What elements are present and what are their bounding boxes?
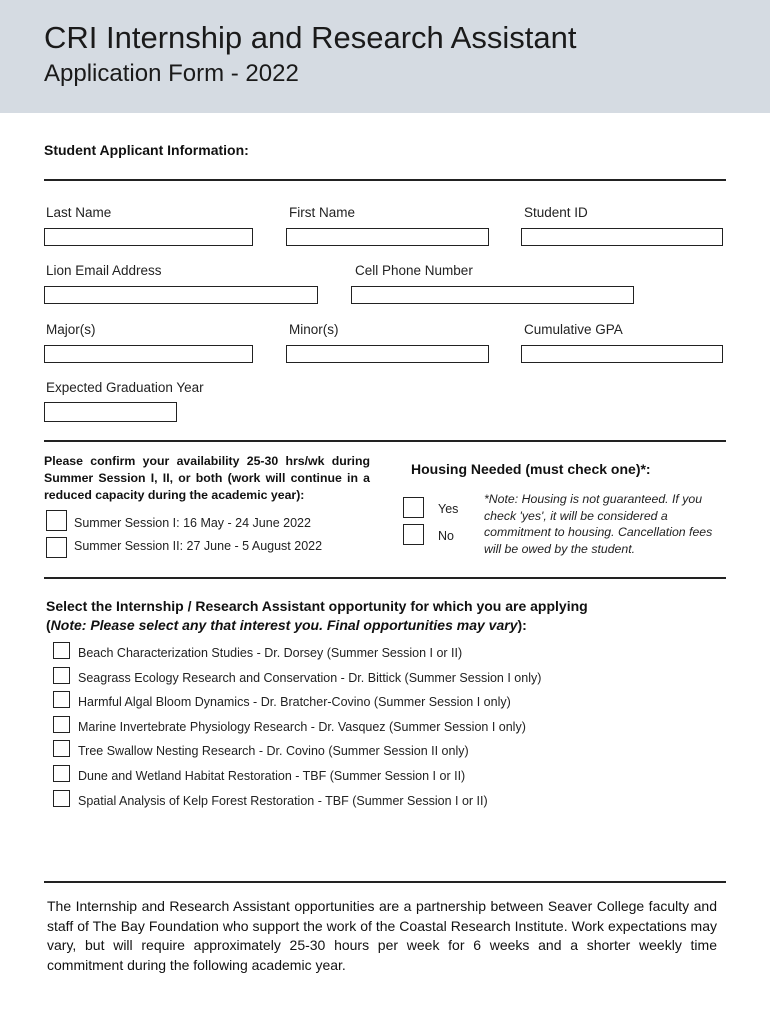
opportunity-label: Marine Invertebrate Physiology Research - Dr. Vasquez (Summer Session I only) [78,720,526,734]
gpa-input[interactable] [521,345,723,363]
opportunity-checkbox[interactable] [53,667,70,684]
housing-note: *Note: Housing is not guaranteed. If you check 'yes', it will be considered a commitment to housing. Cancellation fees will be owed by the student. [484,492,713,556]
opportunities-note: (Note: Please select any that interest you. Final opportunities may vary): [46,617,527,633]
first-name-input[interactable] [286,228,489,246]
opportunity-checkbox[interactable] [53,691,70,708]
opportunity-label: Spatial Analysis of Kelp Forest Restoration - TBF (Summer Session I or II) [78,794,488,808]
email-input[interactable] [44,286,318,304]
grad-year-label: Expected Graduation Year [46,380,204,395]
form-subtitle: Application Form - 2022 [44,60,299,87]
session-1-label: Summer Session I: 16 May - 24 June 2022 [74,516,311,530]
grad-year-input[interactable] [44,402,177,422]
opportunity-checkbox[interactable] [53,740,70,757]
opportunity-label: Tree Swallow Nesting Research - Dr. Covino (Summer Session II only) [78,744,469,758]
partnership-paragraph: The Internship and Research Assistant opportunities are a partnership between Seaver College faculty and staff of The Bay Foundation who support the work of the Coastal Research Institute. Work expectations may vary, but will require approximately 25-30 hours per week for 6 weeks and a shorter weekly time commitment during the following academic year. [47,898,717,973]
opportunity-checkbox[interactable] [53,790,70,807]
opportunity-label: Seagrass Ecology Research and Conservation - Dr. Bittick (Summer Session I only) [78,671,542,685]
minors-input[interactable] [286,345,489,363]
first-name-label: First Name [289,205,356,220]
section-divider [44,179,726,181]
student-id-input[interactable] [521,228,723,246]
student-info-heading: Student Applicant Information: [44,142,249,158]
majors-input[interactable] [44,345,253,363]
housing-yes-checkbox[interactable] [403,497,424,518]
opportunity-checkbox[interactable] [53,716,70,733]
session-1-checkbox[interactable] [46,510,67,531]
housing-yes-label: Yes [438,502,459,516]
availability-prompt: Please confirm your availability 25-30 hrs/wk during Summer Session I, II, or both (work will continue in a reduced capacity during the academic year): [44,454,370,502]
minors-label: Minor(s) [289,322,339,337]
last-name-input[interactable] [44,228,253,246]
housing-heading: Housing Needed (must check one)*: [411,461,651,477]
gpa-label: Cumulative GPA [524,322,623,337]
opportunity-checkbox[interactable] [53,765,70,782]
opportunity-checkbox[interactable] [53,642,70,659]
housing-no-label: No [438,529,454,543]
section-divider [44,440,726,442]
phone-input[interactable] [351,286,634,304]
majors-label: Major(s) [46,322,96,337]
section-divider [44,577,726,579]
header-banner [0,0,770,113]
session-2-checkbox[interactable] [46,537,67,558]
housing-no-checkbox[interactable] [403,524,424,545]
session-2-label: Summer Session II: 27 June - 5 August 2022 [74,539,323,553]
phone-label: Cell Phone Number [355,263,473,278]
email-label: Lion Email Address [46,263,162,278]
last-name-label: Last Name [46,205,112,220]
opportunity-label: Dune and Wetland Habitat Restoration - TBF (Summer Session I or II) [78,769,466,783]
student-id-label: Student ID [524,205,588,220]
form-title: CRI Internship and Research Assistant [44,20,577,55]
opportunity-label: Beach Characterization Studies - Dr. Dorsey (Summer Session I or II) [78,646,463,660]
section-divider [44,881,726,883]
opportunities-heading: Select the Internship / Research Assistant opportunity for which you are applying [46,598,588,614]
opportunity-label: Harmful Algal Bloom Dynamics - Dr. Bratcher-Covino (Summer Session I only) [78,695,511,709]
